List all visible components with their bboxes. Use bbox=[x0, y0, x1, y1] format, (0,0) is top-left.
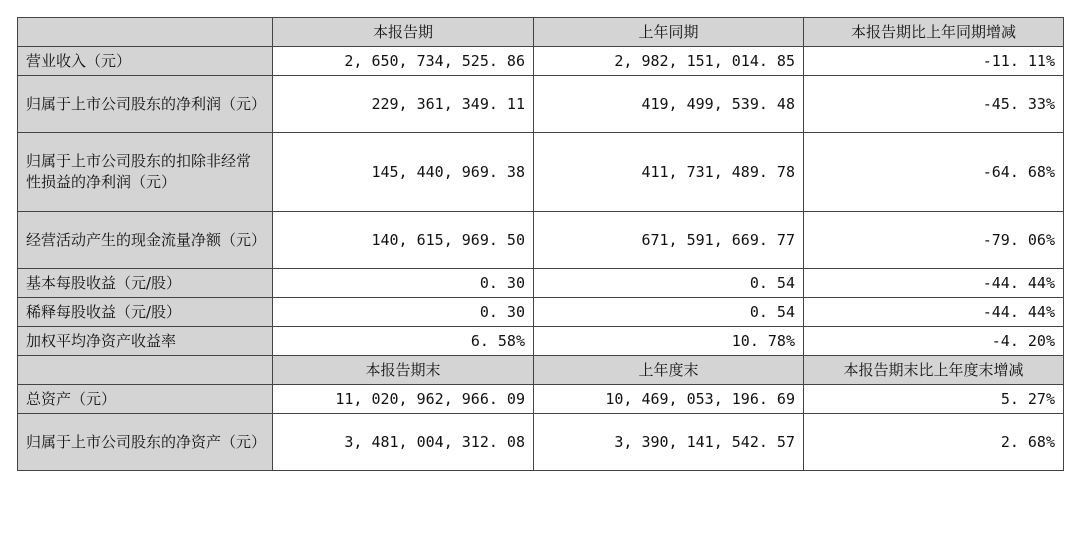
table-row bbox=[18, 212, 1064, 269]
row-label: 营业收入（元） bbox=[18, 47, 273, 76]
row-label: 归属于上市公司股东的净资产（元） bbox=[18, 414, 273, 471]
change-value: -44. 44% bbox=[804, 269, 1064, 298]
header-previous-period: 上年同期 bbox=[534, 18, 804, 47]
previous-value: 0. 54 bbox=[534, 269, 804, 298]
current-value: 229, 361, 349. 11 bbox=[273, 76, 534, 133]
previous-value: 0. 54 bbox=[534, 298, 804, 327]
previous-value: 3, 390, 141, 542. 57 bbox=[534, 414, 804, 471]
header-blank-cell bbox=[18, 18, 273, 47]
current-value: 140, 615, 969. 50 bbox=[273, 212, 534, 269]
change-value: 5. 27% bbox=[804, 385, 1064, 414]
subheader-blank-cell bbox=[18, 356, 273, 385]
header-current-period: 本报告期 bbox=[273, 18, 534, 47]
table-row bbox=[18, 133, 1064, 212]
current-value: 3, 481, 004, 312. 08 bbox=[273, 414, 534, 471]
row-label: 总资产（元） bbox=[18, 385, 273, 414]
current-value: 145, 440, 969. 38 bbox=[273, 133, 534, 212]
previous-value: 10. 78% bbox=[534, 327, 804, 356]
row-label: 经营活动产生的现金流量净额（元） bbox=[18, 212, 273, 269]
change-value: 2. 68% bbox=[804, 414, 1064, 471]
row-label: 归属于上市公司股东的净利润（元） bbox=[18, 76, 273, 133]
header-change: 本报告期比上年同期增减 bbox=[804, 18, 1064, 47]
change-value: -44. 44% bbox=[804, 298, 1064, 327]
current-value: 11, 020, 962, 966. 09 bbox=[273, 385, 534, 414]
previous-value: 411, 731, 489. 78 bbox=[534, 133, 804, 212]
financial-table-container bbox=[17, 17, 1064, 471]
table-row bbox=[18, 327, 1064, 356]
header-previous-year-end: 上年度末 bbox=[534, 356, 804, 385]
row-label: 稀释每股收益（元/股） bbox=[18, 298, 273, 327]
change-value: -45. 33% bbox=[804, 76, 1064, 133]
change-value: -79. 06% bbox=[804, 212, 1064, 269]
current-value: 2, 650, 734, 525. 86 bbox=[273, 47, 534, 76]
table-row bbox=[18, 298, 1064, 327]
row-label: 基本每股收益（元/股） bbox=[18, 269, 273, 298]
table-subheader-row bbox=[18, 356, 1064, 385]
row-label: 归属于上市公司股东的扣除非经常性损益的净利润（元） bbox=[18, 133, 273, 212]
change-value: -64. 68% bbox=[804, 133, 1064, 212]
header-change-end: 本报告期末比上年度末增减 bbox=[804, 356, 1064, 385]
financial-summary-table bbox=[17, 17, 1064, 471]
previous-value: 2, 982, 151, 014. 85 bbox=[534, 47, 804, 76]
table-row bbox=[18, 385, 1064, 414]
change-value: -4. 20% bbox=[804, 327, 1064, 356]
previous-value: 671, 591, 669. 77 bbox=[534, 212, 804, 269]
table-row bbox=[18, 414, 1064, 471]
current-value: 0. 30 bbox=[273, 269, 534, 298]
table-row bbox=[18, 76, 1064, 133]
row-label: 加权平均净资产收益率 bbox=[18, 327, 273, 356]
table-row bbox=[18, 269, 1064, 298]
previous-value: 10, 469, 053, 196. 69 bbox=[534, 385, 804, 414]
header-current-period-end: 本报告期末 bbox=[273, 356, 534, 385]
previous-value: 419, 499, 539. 48 bbox=[534, 76, 804, 133]
change-value: -11. 11% bbox=[804, 47, 1064, 76]
table-header-row bbox=[18, 18, 1064, 47]
current-value: 6. 58% bbox=[273, 327, 534, 356]
table-row bbox=[18, 47, 1064, 76]
current-value: 0. 30 bbox=[273, 298, 534, 327]
